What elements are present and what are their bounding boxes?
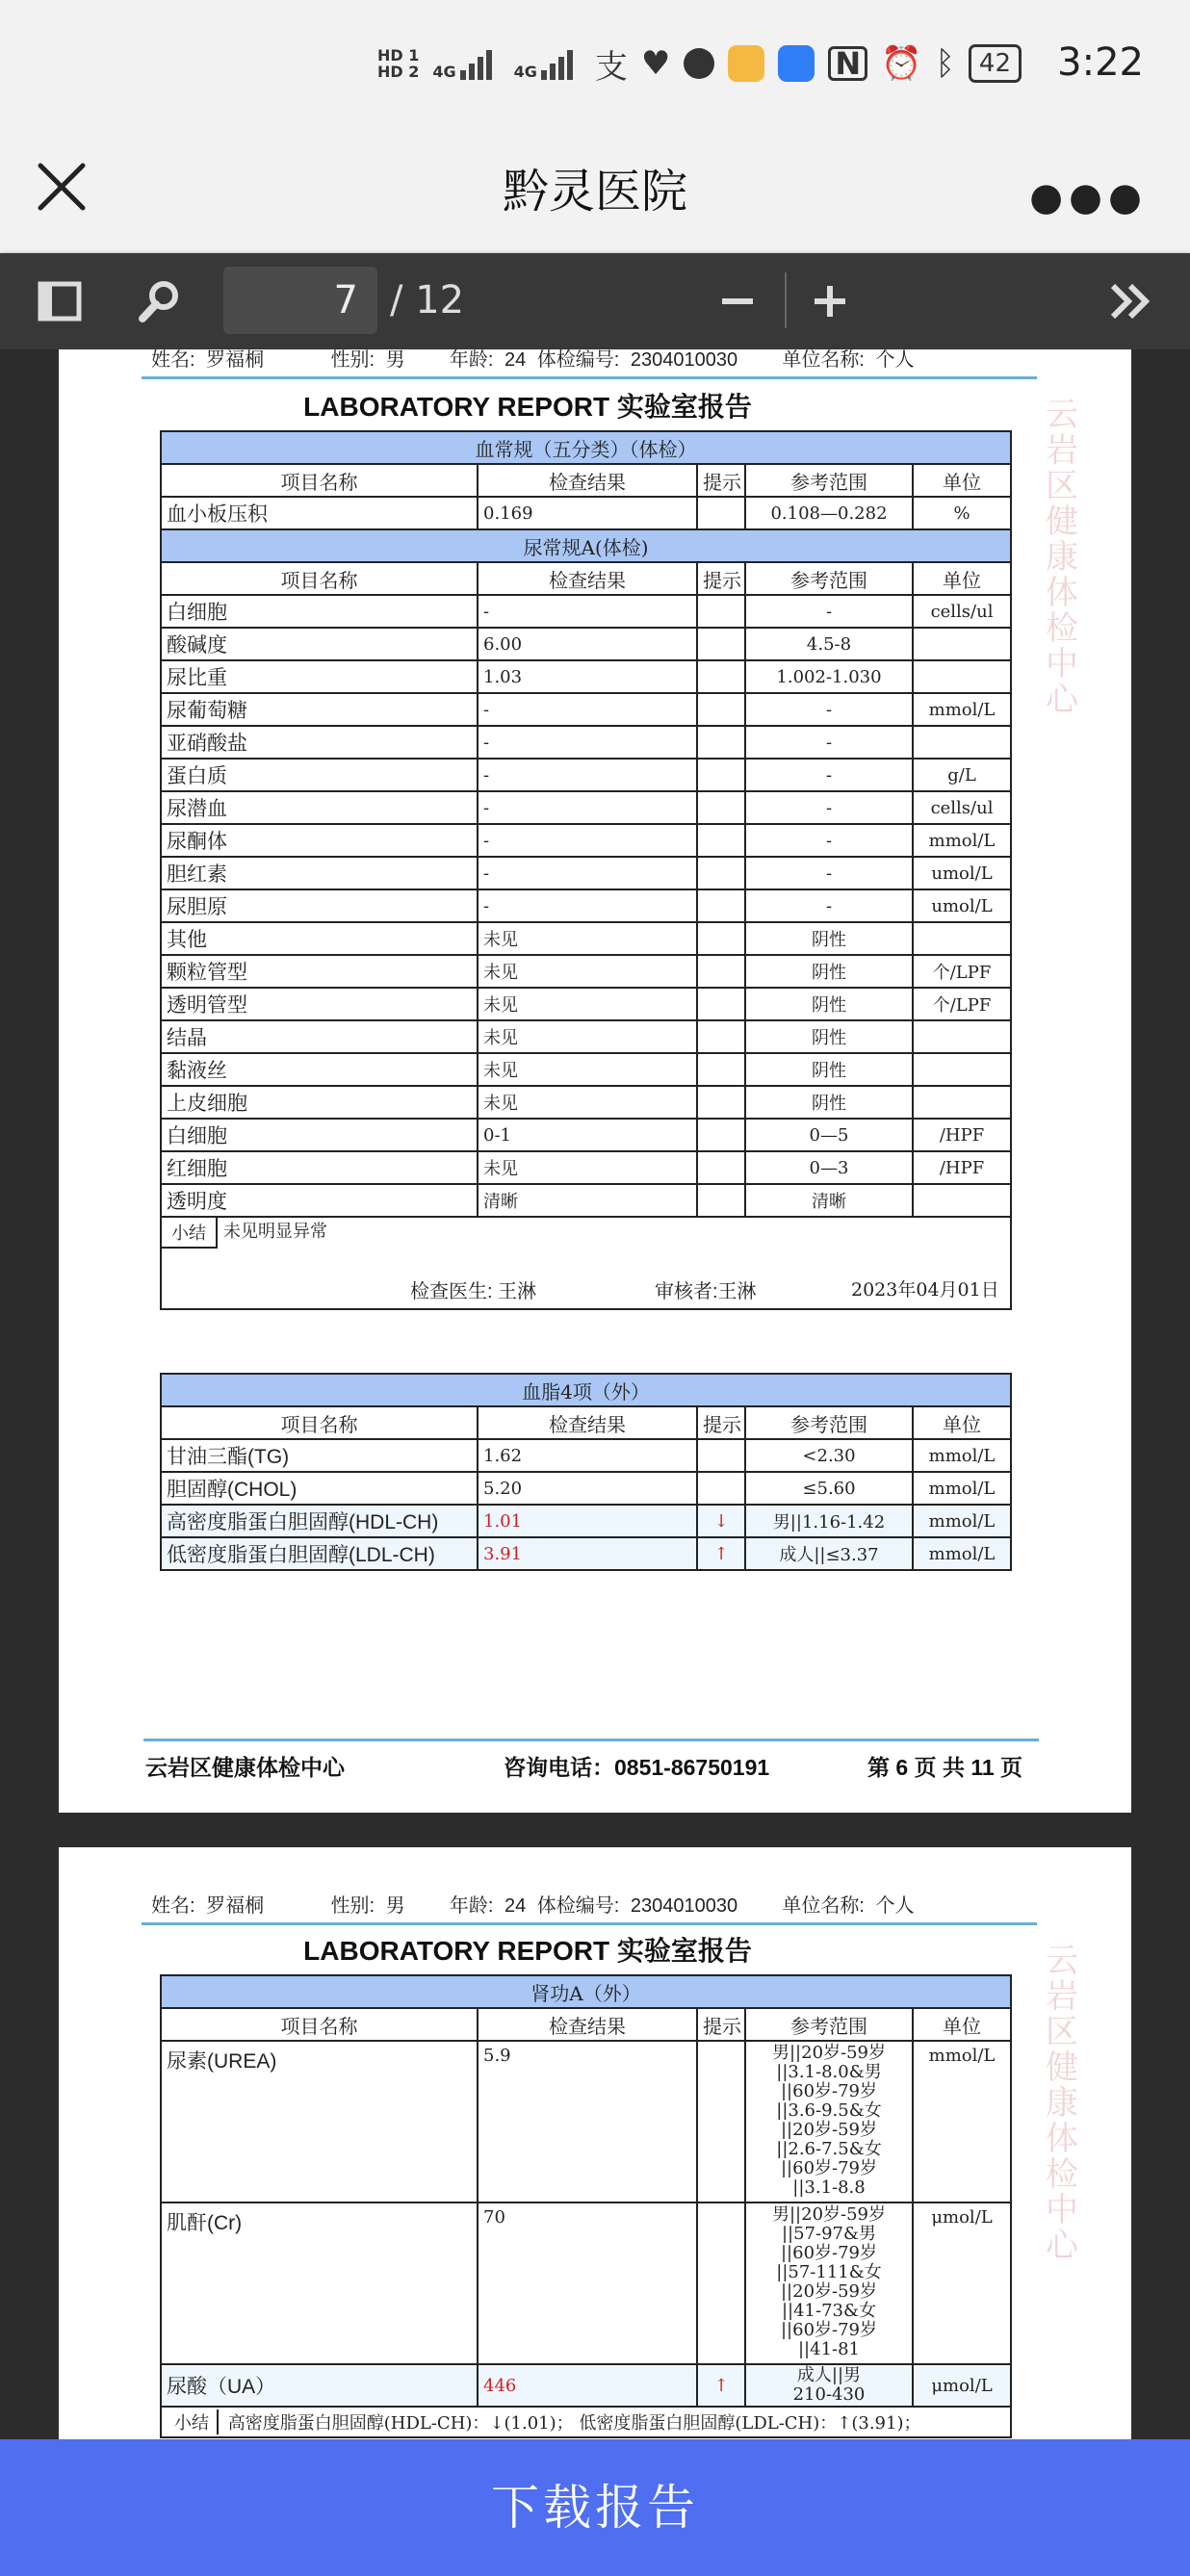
unit: /HPF [913,1151,1011,1184]
range-line: ||41-81 [797,2339,861,2359]
reference-range: - [745,693,913,726]
flag [697,1472,745,1505]
flag [697,824,745,857]
table-row [161,955,1011,988]
flag [697,1020,745,1053]
zoom-out-icon[interactable] [709,272,766,330]
range-line: ||60岁-79岁 [780,2243,878,2263]
heart-icon: ♥ [640,44,671,83]
reference-range: 男||1.16-1.42 [745,1505,913,1537]
unit [913,1086,1011,1119]
flag [697,693,745,726]
clock: 3:22 [1057,40,1144,85]
flag [697,857,745,889]
reference-range: <2.30 [745,1439,913,1472]
range-line: 男||20岁-59岁 [771,2043,887,2063]
result: - [478,759,697,791]
unit [913,1020,1011,1053]
item-name: 蛋白质 [161,759,478,791]
result: 0.169 [478,497,697,529]
download-report-button[interactable]: 下载报告 [0,2439,1190,2576]
table-row: 肌酐(Cr) 70 男||20岁-59岁 ||57-97&男 ||60岁-79岁 ||57-111&女 ||20岁-59岁 ||41-73&女 ||60岁-79岁 ||41-81 μmol/L [161,2202,1011,2364]
reference-range: 阴性 [745,1053,913,1086]
page-number-input[interactable]: 7 [223,267,377,334]
result: 未见 [478,1020,697,1053]
column-header: 检查结果 [478,2008,697,2041]
unit: cells/ul [913,595,1011,628]
lab-table-1 [160,430,1012,1310]
result: - [478,595,697,628]
unit: umol/L [913,857,1011,889]
unit: 个/LPF [913,955,1011,988]
item-name: 透明管型 [161,988,478,1020]
section-header: 肾功A（外） [161,1975,1011,2008]
result: 6.00 [478,628,697,660]
item-name: 红细胞 [161,1151,478,1184]
flag [697,759,745,791]
flag [697,1119,745,1151]
table-row [161,824,1011,857]
sim-badges: HD 1 HD 2 [377,46,420,81]
reference-range: 阴性 [745,1086,913,1119]
result: - [478,726,697,759]
unit [913,922,1011,955]
table-row [161,791,1011,824]
unit: /HPF [913,1119,1011,1151]
reference-range: 1.002-1.030 [745,660,913,693]
column-header: 检查结果 [478,464,697,497]
table-row: 尿酸（UA） 446 ↑ 成人||男 210-430 μmol/L [161,2364,1011,2407]
result: 未见 [478,1151,697,1184]
table-row [161,1151,1011,1184]
pdf-viewer[interactable] [0,349,1190,2439]
result: - [478,857,697,889]
table-header-row [161,464,1011,497]
summary-row [161,1217,1011,1309]
pdf-toolbar [0,253,1190,349]
result: - [478,693,697,726]
app-icon [684,48,714,79]
range-line: ||3.1-8.0&男 [776,2062,882,2082]
item-name: 尿酮体 [161,824,478,857]
table-row [161,857,1011,889]
unit [913,1053,1011,1086]
result: 0-1 [478,1119,697,1151]
column-header: 单位 [913,562,1011,595]
unit [913,1184,1011,1217]
unit: mmol/L [913,693,1011,726]
reference-range: - [745,889,913,922]
alipay-icon: 支 [594,47,628,87]
battery-icon: 42 [969,44,1022,83]
column-header: 参考范围 [745,562,913,595]
reference-range: ≤5.60 [745,1472,913,1505]
column-header: 参考范围 [745,1406,913,1439]
flag [697,595,745,628]
doctor: 检查医生: 王淋 [410,1281,537,1302]
result: 未见 [478,1053,697,1086]
patient-info: 姓名: 罗福桐 性别: 男 年龄: 24 体检编号: 2304010030 单位名称: 个人 [151,1895,915,1917]
column-header: 项目名称 [161,464,478,497]
footer-rule [143,1739,1039,1741]
column-header: 检查结果 [478,1406,697,1439]
reference-range: 阴性 [745,988,913,1020]
summary-label: 小结 [167,2409,219,2434]
range-line: ||41-73&女 [781,2301,877,2321]
table-row [161,1119,1011,1151]
item-name: 酸碱度 [161,628,478,660]
unit: % [913,497,1011,529]
item-name: 颗粒管型 [161,955,478,988]
range-line: ||20岁-59岁 [780,2120,878,2140]
table-row [161,660,1011,693]
nfc-icon: N [828,46,867,81]
status-bar [0,0,1190,131]
table-row [161,693,1011,726]
item-name: 高密度脂蛋白胆固醇(HDL-CH) [161,1505,478,1537]
unit: g/L [913,759,1011,791]
table-row [161,595,1011,628]
range-line: ||3.6-9.5&女 [776,2100,882,2121]
flag [697,791,745,824]
item-name: 结晶 [161,1020,478,1053]
column-header: 提示 [697,562,745,595]
reference-range: 阴性 [745,955,913,988]
reference-range: - [745,824,913,857]
item-name: 血小板压积 [161,497,478,529]
result: - [478,889,697,922]
range-line: 成人||男 [796,2365,862,2385]
reference-range: 成人||≤3.37 [745,1537,913,1570]
unit [913,660,1011,693]
search-icon[interactable] [131,272,189,330]
result: 未见 [478,922,697,955]
flag [697,1053,745,1086]
column-header: 单位 [913,1406,1011,1439]
table-row [161,497,1011,529]
range-line: ||57-111&女 [776,2262,882,2282]
signal-icon: 4G [432,47,500,80]
unit: mmol/L [913,1472,1011,1505]
item-name: 尿胆原 [161,889,478,922]
column-header: 参考范围 [745,2008,913,2041]
item-name: 黏液丝 [161,1053,478,1086]
range-line: ||2.6-7.5&女 [776,2139,882,2159]
range-line: ||60岁-79岁 [780,2158,878,2178]
flag [697,955,745,988]
summary-row [161,2407,1011,2437]
item-name: 白细胞 [161,595,478,628]
table-row [161,726,1011,759]
summary-text: 未见明显异常 [223,1222,327,1242]
sidebar-toggle-icon[interactable] [31,272,89,330]
unit: mmol/L [913,1505,1011,1537]
column-header: 项目名称 [161,562,478,595]
table-row [161,889,1011,922]
column-header: 项目名称 [161,2008,478,2041]
patient-info: 姓名: 罗福桐 性别: 男 年龄: 24 体检编号: 2304010030 单位名称: 个人 [151,349,915,371]
watermark: 云岩区健康体检中心 [1046,396,1078,719]
table-row [161,922,1011,955]
flag: ↓ [697,1505,745,1537]
app-yellow-icon [728,45,764,82]
column-header: 单位 [913,2008,1011,2041]
table-row [161,628,1011,660]
unit: mmol/L [913,824,1011,857]
unit [913,726,1011,759]
reference-range: 阴性 [745,1020,913,1053]
reference-range: 0.108—0.282 [745,497,913,529]
table-row [161,988,1011,1020]
range-line: ||20岁-59岁 [780,2281,878,2302]
item-name: 上皮细胞 [161,1086,478,1119]
item-name: 尿潜血 [161,791,478,824]
item-name: 亚硝酸盐 [161,726,478,759]
reference-range: 清晰 [745,1184,913,1217]
reference-range [745,2364,913,2407]
column-header: 提示 [697,464,745,497]
section-header: 尿常规A(体检) [161,529,1011,562]
table-row: 尿素(UREA) 5.9 男||20岁-59岁 ||3.1-8.0&男 ||60岁-79岁 ||3.6-9.5&女 ||20岁-59岁 ||2.6-7.5&女 ||60岁-79岁 ||3.1-8.8 mmol/L [161,2041,1011,2202]
reference-range: 0—5 [745,1119,913,1151]
item-name: 尿比重 [161,660,478,693]
reference-range: 4.5-8 [745,628,913,660]
zoom-in-icon[interactable] [801,272,859,330]
result: 未见 [478,955,697,988]
reference-range: - [745,595,913,628]
footer-page-number: 第 6 页 共 11 页 [867,1755,1023,1780]
reference-range: - [745,791,913,824]
app-blue-icon [778,45,815,82]
signal-icon-2: 4G [514,47,582,80]
flag [697,1086,745,1119]
column-header: 提示 [697,2008,745,2041]
item-name: 甘油三酯(TG) [161,1439,478,1472]
flag [697,1439,745,1472]
unit: mmol/L [913,1439,1011,1472]
table-row [161,1184,1011,1217]
kidney-table [160,1974,1012,2438]
reference-range: - [745,857,913,889]
report-date: 2023年04月01日 [851,1279,999,1301]
flag: ↑ [697,1537,745,1570]
table-row [161,759,1011,791]
result: - [478,824,697,857]
unit: 个/LPF [913,988,1011,1020]
column-header: 参考范围 [745,464,913,497]
column-header: 单位 [913,464,1011,497]
bluetooth-icon: ᛒ [935,44,955,83]
flag [697,726,745,759]
unit: umol/L [913,889,1011,922]
header-rule [142,376,1037,379]
table-header-row [161,562,1011,595]
result: 3.91 [478,1537,697,1570]
reviewer: 审核者:王淋 [655,1281,757,1302]
column-header: 提示 [697,1406,745,1439]
table-header-row [161,1406,1011,1439]
item-name: 低密度脂蛋白胆固醇(LDL-CH) [161,1537,478,1570]
header-rule [142,1922,1037,1925]
footer-center-name: 云岩区健康体检中心 [145,1755,345,1780]
item-name: 胆红素 [161,857,478,889]
reference-range [745,2202,913,2364]
table-row [161,1020,1011,1053]
item-name: 白细胞 [161,1119,478,1151]
reference-range: 阴性 [745,922,913,955]
result: 清晰 [478,1184,697,1217]
unit [913,628,1011,660]
range-line: 男||20岁-59岁 [771,2204,887,2225]
column-header: 项目名称 [161,1406,478,1439]
range-line: ||3.1-8.8 [792,2177,866,2198]
unit: mmol/L [913,1537,1011,1570]
pdf-page [59,1847,1131,2439]
report-title: LABORATORY REPORT 实验室报告 [303,392,752,422]
section-header: 血常规（五分类）（体检） [161,431,1011,464]
table-row [161,1505,1011,1537]
summary-label: 小结 [162,1218,218,1249]
item-name: 透明度 [161,1184,478,1217]
status-icons [377,35,1022,92]
result: - [478,791,697,824]
item-name: 其他 [161,922,478,955]
watermark: 云岩区健康体检中心 [1046,1942,1078,2265]
report-title: LABORATORY REPORT 实验室报告 [303,1936,752,1966]
flag [697,889,745,922]
table-row [161,1053,1011,1086]
reference-range [745,2041,913,2202]
reference-range: - [745,759,913,791]
result: 5.20 [478,1472,697,1505]
result: 1.01 [478,1505,697,1537]
nav-bar [0,131,1190,253]
table-row [161,1439,1011,1472]
toolbar-divider [785,272,787,328]
reference-range: 0—3 [745,1151,913,1184]
flag [697,922,745,955]
result: 未见 [478,988,697,1020]
column-header: 检查结果 [478,562,697,595]
flag [697,1151,745,1184]
result: 1.62 [478,1439,697,1472]
flag [697,660,745,693]
flag [697,988,745,1020]
range-line: ||60岁-79岁 [780,2081,878,2101]
result: 1.03 [478,660,697,693]
page-title: 黔灵医院 [502,165,687,219]
item-name: 尿葡萄糖 [161,693,478,726]
double-chevron-right-icon[interactable] [1101,272,1159,330]
lipid-table [160,1373,1012,1571]
flag [697,628,745,660]
table-row [161,1472,1011,1505]
unit: cells/ul [913,791,1011,824]
more-icon[interactable]: ●●● [1029,175,1148,219]
reference-range: - [745,726,913,759]
flag [697,497,745,529]
table-row [161,1537,1011,1570]
section-header: 血脂4项（外） [161,1374,1011,1406]
range-line: 210-430 [792,2384,866,2405]
result: 未见 [478,1086,697,1119]
range-line: ||60岁-79岁 [780,2320,878,2340]
range-line: ||57-97&男 [781,2224,877,2244]
table-row [161,1086,1011,1119]
pdf-page [59,349,1131,1813]
alarm-icon: ⏰ [881,44,922,83]
flag [697,1184,745,1217]
footer-phone: 咨询电话：0851-86750191 [504,1755,770,1780]
summary-text: 高密度脂蛋白胆固醇(HDL-CH)：↓(1.01)； 低密度脂蛋白胆固醇(LDL-CH)：↑(3.91)； [227,2413,921,2434]
item-name: 胆固醇(CHOL) [161,1472,478,1505]
page-total: / 12 [390,278,465,322]
